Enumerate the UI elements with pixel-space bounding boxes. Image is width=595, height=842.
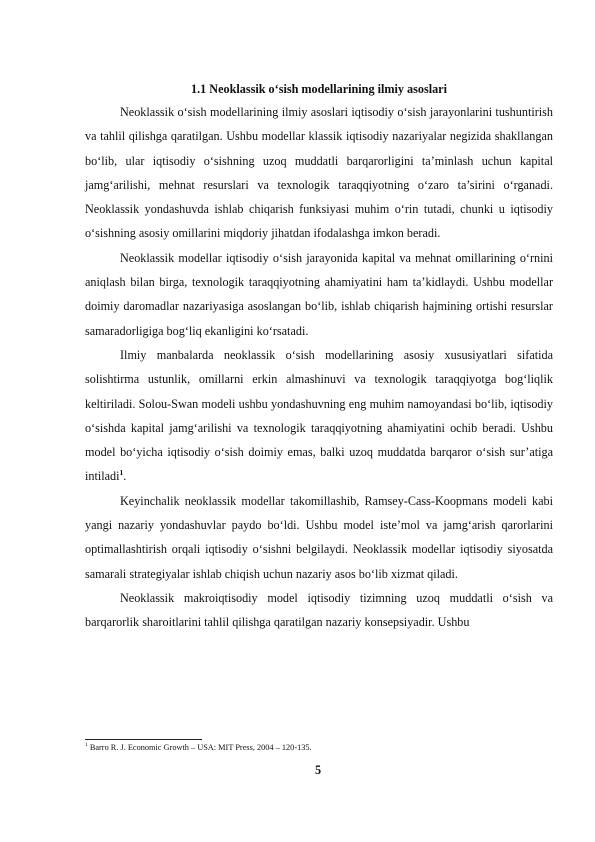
main-text	[85, 79, 553, 635]
footnote-divider	[85, 739, 202, 740]
paragraph-3	[85, 343, 553, 489]
paragraph-2: Neoklassik modellar iqtisodiy o‘sish jarayonida kapital va mehnat omillarining o‘rnini aniqlash bilan birga, texnologik taraqqiyotning ahamiyatini ham ta’kidlaydi. Ushbu modellar doimiy daromadlar nazariyasiga asoslangan bo‘lib, ishlab chiqarish hajmining ortishi resurslar samaradorligiga bog‘liq ekanligini ko‘rsatadi.	[85, 250, 553, 338]
section-heading: 1.1 Neoklassik o‘sish modellarining ilmiy asoslari	[191, 82, 447, 96]
footnote-marker: 1	[85, 742, 88, 749]
paragraph-1: Neoklassik o‘sish modellarining ilmiy asoslari iqtisodiy o‘sish jarayonlarini tushuntirish va tahlil qilishga qaratilgan. Ushbu modellar klassik iqtisodiy nazariyalar negizida shakllangan bo‘lib, ular iqtisodiy o‘sishning uzoq muddatli barqarorligini ta’minlash uchun kapital jamg‘arilishi, mehnat resurslari va texnologik taraqqiyotning o‘zaro ta’sirini o‘rganadi. Neoklassik yondashuvda ishlab chiqarish funksiyasi muhim o‘rin tutadi, chunki u iqtisodiy o‘sishning asosiy omillarini miqdoriy jihatdan ifodalashga imkon beradi.	[85, 105, 553, 241]
footnote-reference[interactable]: 1	[119, 468, 124, 478]
paragraph-5: Neoklassik makroiqtisodiy model iqtisodiy tizimning uzoq muddatli o‘sish va barqarorlik sharoitlarini tahlil qilishga qaratilgan nazariy konsepsiyadir. Ushbu	[85, 590, 553, 630]
paragraph-3-text: Ilmiy manbalarda neoklassik o‘sish modellarining asosiy xususiyatlari sifatida solishtirma ustunlik, omillarni erkin almashinuvi va texnologik taraqqiyotga bog‘liqlik keltiriladi. Solou-Swan modeli ushbu yondashuvning eng muhim namoyandasi bo‘lib, iqtisodiy o‘sishda kapital jamg‘arilishi va texnologik taraqqiyotning ahamiyatini ochib beradi. Ushbu model bo‘yicha iqtisodiy o‘sish doimiy emas, balki uzoq muddatda barqaror o‘sish sur’atiga intiladi	[85, 347, 553, 484]
paragraph-4: Keyinchalik neoklassik modellar takomillashib, Ramsey-Cass-Koopmans modeli kabi yangi nazariy yondashuvlar paydo bo‘ldi. Ushbu model iste’mol va jamg‘arish qarorlarini optimallashtirish orqali iqtisodiy o‘sishni belgilaydi. Neoklassik modellar iqtisodiy siyosatda samarali strategiyalar ishlab chiqish uchun nazariy asos bo‘lib xizmat qiladi.	[85, 493, 553, 581]
paragraph-3-end: .	[123, 469, 127, 484]
footnote	[85, 742, 553, 753]
page-number: 5	[314, 763, 322, 777]
footnote-text: Barro R. J. Economic Growth – USA: MIT Press, 2004 – 120-135.	[87, 743, 312, 752]
